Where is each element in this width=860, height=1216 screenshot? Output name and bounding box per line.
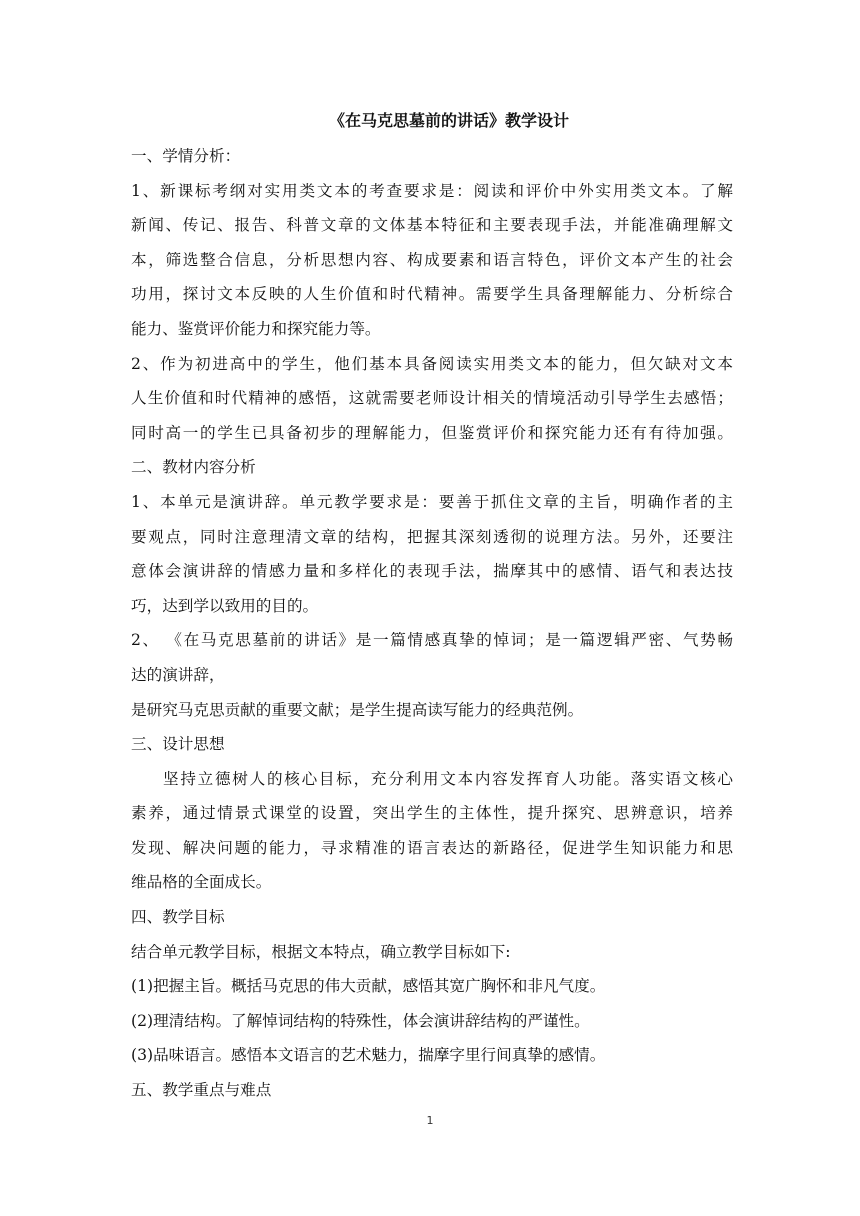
document-title: 《在马克思墓前的讲话》教学设计 [328,111,569,130]
text-line: 素养，通过情景式课堂的设置，突出学生的主体性，提升探究、思辨意识，培养 [131,804,733,823]
text-line: 人生价值和时代精神的感悟，这就需要老师设计相关的情境活动引导学生去感悟； [131,389,733,408]
text-line: 功用，探讨文本反映的人生价值和时代精神。需要学生具备理解能力、分析综合 [131,285,733,304]
section-heading-textbook-analysis: 二、教材内容分析 [131,458,256,477]
text-line: 本，筛选整合信息，分析思想内容、构成要素和语言特色，评价文本产生的社会 [131,250,733,269]
section-heading-teaching-goals: 四、教学目标 [131,908,225,927]
text-line: 2、作为初进高中的学生，他们基本具备阅读实用类文本的能力，但欠缺对文本 [131,354,733,373]
goal-item: (3)品味语言。感悟本文语言的艺术魅力，揣摩字里行间真挚的感情。 [131,1046,606,1065]
section-heading-key-points: 五、教学重点与难点 [131,1081,272,1100]
goal-item: (1)把握主旨。概括马克思的伟大贡献，感悟其宽广胸怀和非凡气度。 [131,977,606,996]
section-heading-design-idea: 三、设计思想 [131,735,225,754]
text-line: 2、 《在马克思墓前的讲话》是一篇情感真挚的悼词；是一篇逻辑严密、气势畅 [131,631,733,650]
text-line: 达的演讲辞， [131,665,225,684]
text-line: 同时高一的学生已具备初步的理解能力，但鉴赏评价和探究能力还有有待加强。 [131,423,733,442]
text-line: 要观点，同时注意理清文章的结构，把握其深刻透彻的说理方法。另外，还要注 [131,527,733,546]
text-line: 坚持立德树人的核心目标，充分利用文本内容发挥育人功能。落实语文核心 [163,769,733,788]
section-heading-learning-analysis: 一、学情分析： [131,147,241,165]
text-line: 新闻、传记、报告、科普文章的文体基本特征和主要表现手法，并能准确理解文 [131,216,733,235]
text-line: 1、本单元是演讲辞。单元教学要求是：要善于抓住文章的主旨，明确作者的主 [131,492,733,511]
text-line: 能力、鉴赏评价能力和探究能力等。 [131,319,381,338]
text-line: 维品格的全面成长。 [131,873,272,892]
page-number: 1 [426,1114,434,1127]
goal-item: (2)理清结构。了解悼词结构的特殊性，体会演讲辞结构的严谨性。 [131,1011,590,1030]
text-line: 1、新课标考纲对实用类文本的考查要求是：阅读和评价中外实用类文本。了解 [131,181,733,200]
text-line: 结合单元教学目标，根据文本特点，确立教学目标如下: [131,942,511,961]
text-line: 巧，达到学以致用的目的。 [131,596,319,615]
text-line: 发现、解决问题的能力，寻求精准的语言表达的新路径，促进学生知识能力和思 [131,838,733,857]
text-line: 意体会演讲辞的情感力量和多样化的表现手法，揣摩其中的感情、语气和表达技 [131,562,733,581]
text-line: 是研究马克思贡献的重要文献；是学生提高读写能力的经典范例。 [131,700,584,719]
document-body [131,103,733,1108]
